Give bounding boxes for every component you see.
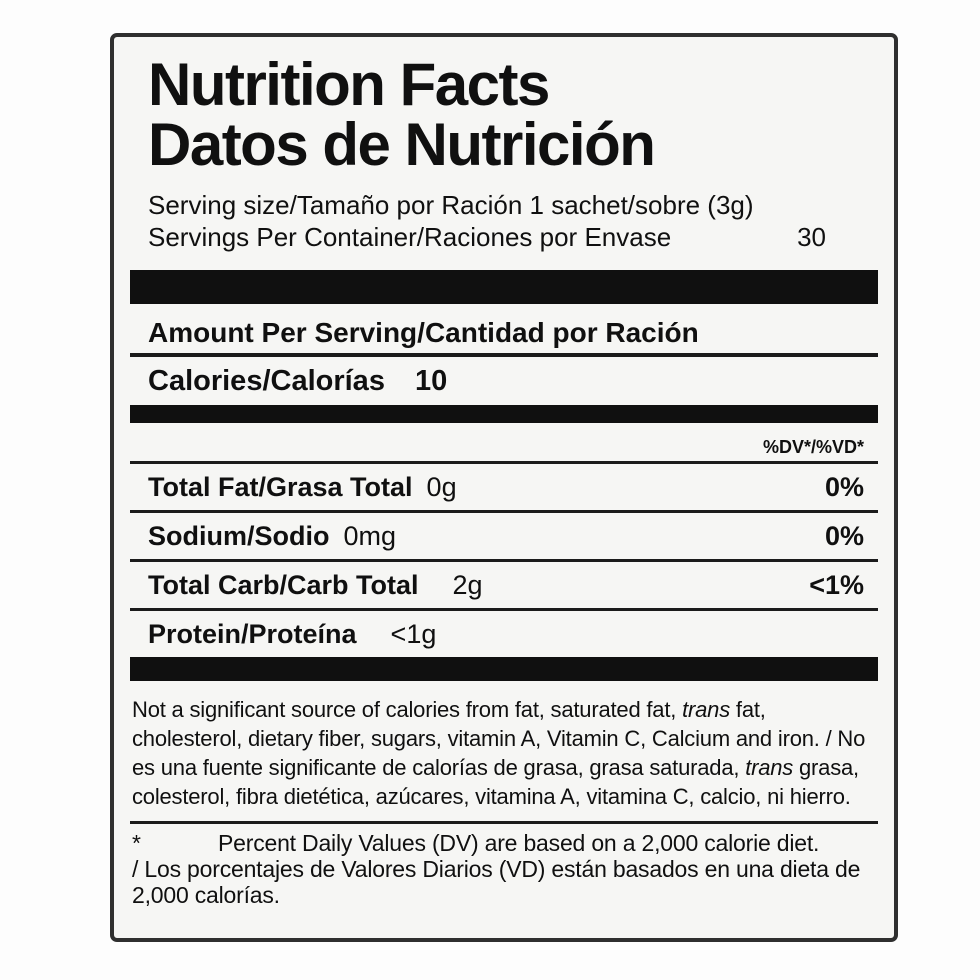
nutrient-name: Total Fat/Grasa Total xyxy=(148,472,413,502)
nutrient-row-total-fat xyxy=(130,464,878,513)
nutrient-amount: 2g xyxy=(452,570,483,600)
calories-label: Calories/Calorías xyxy=(148,365,385,397)
amount-per-serving-row xyxy=(130,304,878,357)
note-text: Not a significant source of calories from fat, saturated fat, xyxy=(132,697,683,722)
serving-info-block xyxy=(130,189,878,253)
divider-bar-calories xyxy=(130,405,878,423)
nutrient-daily-value: 0% xyxy=(824,521,864,551)
note-text-italic-trans: trans xyxy=(745,755,794,780)
amount-per-serving-label: Amount Per Serving/Cantidad por Ración xyxy=(148,317,699,348)
nutrient-row-protein xyxy=(130,611,878,657)
nutrient-daily-value: <1% xyxy=(809,570,864,600)
nutrient-row-sodium xyxy=(130,513,878,562)
nutrient-row-total-carb xyxy=(130,562,878,611)
divider-bar-top xyxy=(130,270,878,304)
nutrition-facts-label xyxy=(110,33,898,942)
not-significant-source-note xyxy=(130,695,878,811)
label-title-spanish: Datos de Nutrición xyxy=(148,111,655,178)
calories-value: 10 xyxy=(415,365,448,397)
daily-value-column-header: %DV*/%VD* xyxy=(130,423,878,464)
footnote-asterisk: * xyxy=(132,830,141,856)
servings-per-container-line xyxy=(148,221,878,253)
servings-per-container-value: 30 xyxy=(797,222,826,252)
label-title-english: Nutrition Facts xyxy=(148,51,549,118)
note-text-italic-trans: trans xyxy=(682,697,731,722)
daily-values-footnote xyxy=(130,824,878,908)
footnote-spanish: / Los porcentajes de Valores Diarios (VD) están basados en una dieta de 2,000 calorías. xyxy=(132,856,861,908)
calories-row xyxy=(130,357,878,405)
note-text: grasa, colesterol, fibra dietética, azúcares, vitamina A, vitamina C, calcio, ni hierro. xyxy=(132,755,859,809)
nutrient-name: Protein/Proteína xyxy=(148,619,357,649)
nutrient-daily-value: 0% xyxy=(824,472,864,502)
serving-size-line: Serving size/Tamaño por Ración 1 sachet/sobre (3g) xyxy=(148,190,754,220)
footnote-english: Percent Daily Values (DV) are based on a 2,000 calorie diet. xyxy=(218,830,820,856)
servings-per-container-label: Servings Per Container/Raciones por Envase xyxy=(148,222,672,252)
nutrient-name: Total Carb/Carb Total xyxy=(148,570,419,600)
note-text: fat, cholesterol, dietary fiber, sugars, vitamin A, Vitamin C, Calcium and iron. / No es una fuente significante de calorías de grasa, grasa saturada, xyxy=(132,697,866,780)
nutrient-amount: 0g xyxy=(426,472,457,502)
nutrient-name: Sodium/Sodio xyxy=(148,521,330,551)
nutrient-amount: <1g xyxy=(390,619,437,649)
divider-bar-bottom xyxy=(130,657,878,681)
nutrient-amount: 0mg xyxy=(343,521,397,551)
